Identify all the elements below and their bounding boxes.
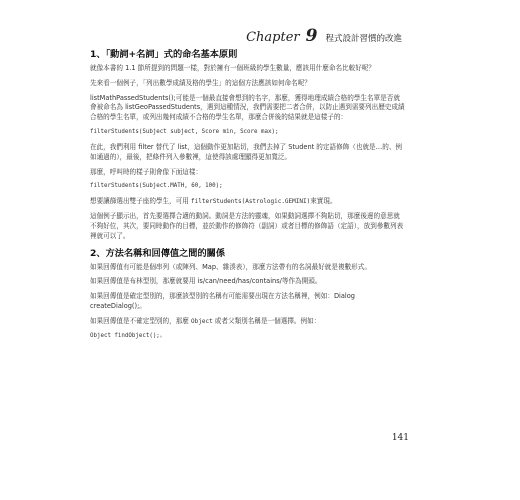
inline-code: filterStudents(Astrologic.GEMINI) <box>191 198 311 206</box>
paragraph: 先來看一個例子，「列出數學成績及格的學生」的這個方法應該如何命名呢？ <box>90 78 311 87</box>
section-1-heading: 1、「動詞+名詞」式的命名基本原則 <box>90 49 238 60</box>
paragraph: 那麼，呼叫時的樣子則會像下面這樣： <box>90 167 203 176</box>
code-line: filterStudents(Subject.MATH, 60, 100); <box>90 183 223 190</box>
inline-code: Object <box>191 317 213 325</box>
paragraph: 就像本書的 1.1 節所提到的問題一樣，對於擁有一個班級的學生數量，應該用什麼命名比較好呢？ <box>90 64 376 72</box>
paragraph: 如果回傳值有可能是個串列（或陣列、Map、雜湊表），那麼方法帶有的名詞最好就是複數形式。 <box>90 262 371 271</box>
text-run: 如果回傳值是不確定型別的，那麼 <box>90 316 192 325</box>
text-run: 來實現。 <box>310 197 337 206</box>
paragraph: listMathPassedStudents();可能是一個最直接會想到的名字，那麼，獲得地理成績合格的學生名單是否就會被命名為 listGeoPassedStudents，遇到這種情況，我們需要把二者合併，以防止遇到需要列出歷史成績合格的學生名單，或列出幾何成績不合格的學生名單，那麼合併後的結果就是這樣子的： <box>90 93 405 122</box>
paragraph: 這個例子顯示出，首先要選擇合適的動詞。動詞是方法的靈魂，如果動詞選擇不夠貼切，那麼後邊的意思就不夠好位，其次，要同時動作的目標，並於動作的修飾符（副詞）或者目標的修飾語（定語），放到參數列表裡就可以了。 <box>90 212 404 240</box>
paragraph: 在此，我們利用 filter 替代了 list，這個動作更加貼切，我們去掉了 Student 的定語修飾（也就是…的、例如通過的），最後，把條件列入參數裡，這使得該處理顯得更加寬泛。 <box>90 142 403 161</box>
text-run: 或者父類別名稱是一個選擇。例如： <box>212 316 321 325</box>
running-header <box>246 26 402 46</box>
paragraph: 如果回傳值是確定型別的，那麼該型別的名稱有可能需要出現在方法名稱裡，例如：Dialog createDialog();。 <box>90 292 355 310</box>
chapter-word: Chapter <box>246 30 300 45</box>
paragraph: 如果回傳值是布林型別，那麼就要用 is/can/need/has/contains/等作為開頭。 <box>90 277 322 286</box>
section-2-heading: 2、方法名稱和回傳值之間的關係 <box>90 247 226 259</box>
code-line: filterStudents(Subject subject, Score min, Score max); <box>90 128 279 135</box>
chapter-number: 9 <box>305 26 318 46</box>
chapter-title: 程式設計習慣的改進 <box>325 34 402 44</box>
page-number: 141 <box>391 433 409 443</box>
code-line: Object findObject();。 <box>90 332 166 339</box>
paragraph <box>90 197 406 207</box>
paragraph <box>90 317 406 327</box>
page-body <box>90 48 406 347</box>
text-run: 想要讓篩選出雙子座的學生，可用 <box>90 197 192 206</box>
